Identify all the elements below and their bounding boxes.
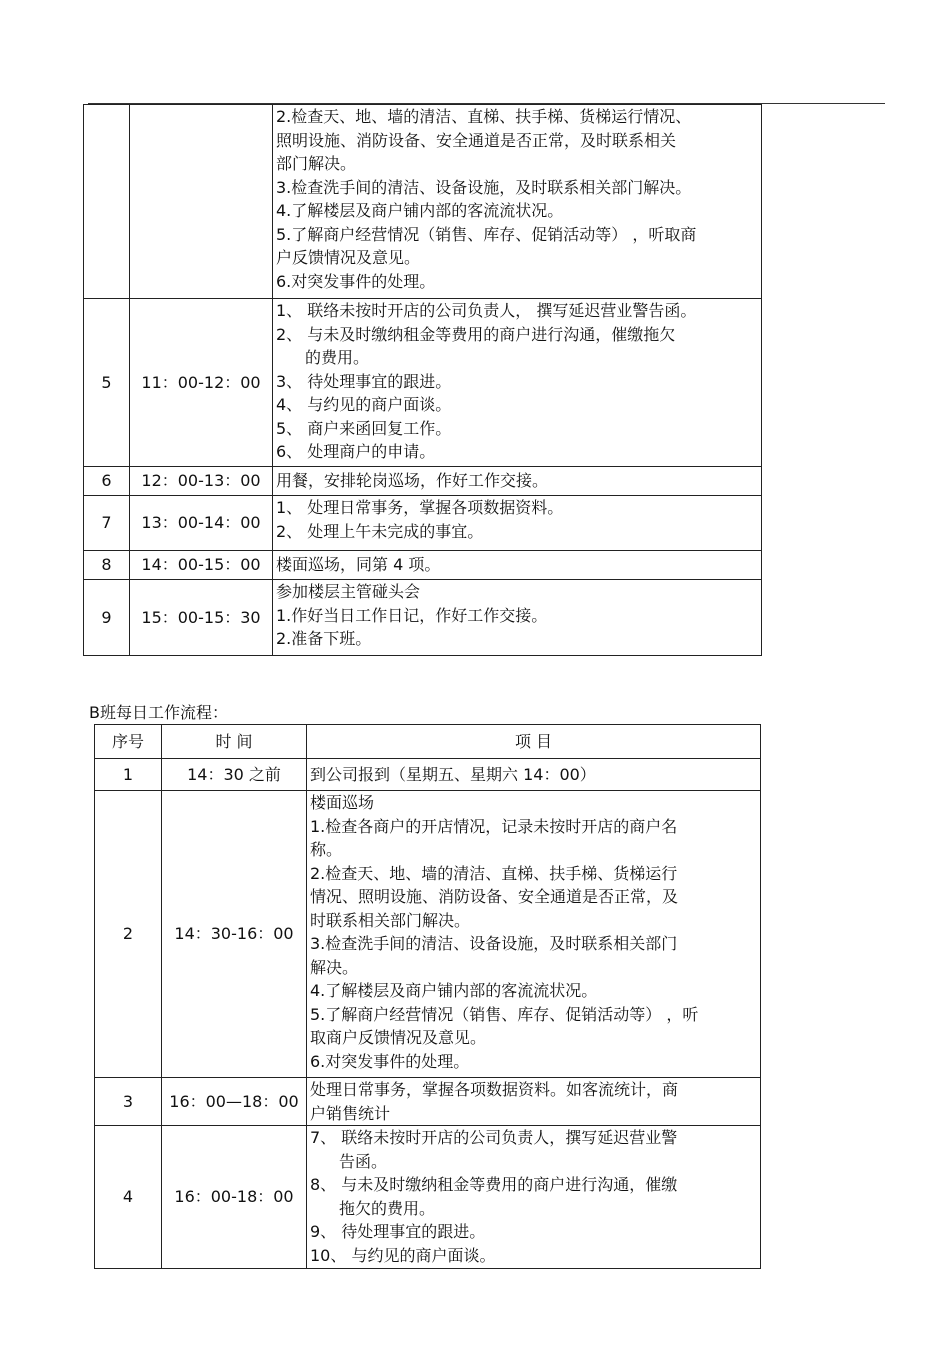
row-time: 15：00-15：30 [130,580,273,656]
item-line: 户销售统计 [310,1103,391,1123]
item-line: 照明设施、消防设备、安全通道是否正常，及时联系相关 [276,130,677,150]
item-line: 告函。 [339,1151,388,1171]
table-row [84,496,762,551]
row-items [307,791,761,1078]
item-line: 2.检查天、地、墙的清洁、直梯、扶手梯、货梯运行 [310,863,678,883]
item-line: 解决。 [310,957,359,977]
item-line: 2.准备下班。 [276,629,372,648]
item-line: 5.了解商户经营情况（销售、库存、促销活动等） ，听取商 [276,224,697,244]
item-line: 拖欠的费用。 [339,1198,436,1218]
item-line: 7、 联络未按时开店的公司负责人，撰写延迟营业警 [310,1128,678,1147]
item-line: 2、 处理上午未完成的事宜。 [276,521,484,541]
item-line: 1.作好当日工作日记，作好工作交接。 [276,605,548,625]
item-line: 的费用。 [305,348,370,367]
item-line: 户反馈情况及意见。 [276,248,421,267]
row-items [273,551,762,580]
row-number: 9 [84,580,130,656]
item-line: 取商户反馈情况及意见。 [310,1028,487,1047]
row-items [273,105,762,299]
item-line: 10、 与约见的商户面谈。 [310,1245,496,1265]
table-row [84,105,762,299]
item-line: 到公司报到（星期五、星期六 14：00） [310,764,596,784]
row-number: 5 [84,299,130,467]
item-line: 情况、照明设施、消防设备、安全通道是否正常，及 [310,887,679,906]
item-line: 称。 [310,840,343,859]
header-items: 项 目 [307,725,761,759]
a-table-body [84,105,762,656]
row-number: 3 [95,1078,162,1126]
item-line: 9、 待处理事宜的跟进。 [310,1222,486,1241]
table-row [84,299,762,467]
table-row [95,1126,761,1269]
row-items [307,1078,761,1126]
item-line: 6.对突发事件的处理。 [276,271,436,291]
item-line: 4.了解楼层及商户铺内部的客流流状况。 [276,201,564,220]
b-shift-schedule-table [94,724,761,1269]
item-line: 部门解决。 [276,154,357,173]
item-line: 5、 商户来函回复工作。 [276,418,452,438]
item-line: 4、 与约见的商户面谈。 [276,395,452,414]
item-line: 1、 联络未按时开店的公司负责人， 撰写延迟营业警告函。 [276,301,697,320]
row-items [273,496,762,551]
row-number [84,105,130,299]
row-time: 13：00-14：00 [130,496,273,551]
row-items [307,1126,761,1269]
item-line: 1.检查各商户的开店情况，记录未按时开店的商户名 [310,816,678,836]
item-line: 5.了解商户经营情况（销售、库存、促销活动等） ，听 [310,1004,699,1024]
item-line: 2.检查天、地、墙的清洁、直梯、扶手梯、货梯运行情况、 [276,107,692,126]
row-time: 14：30-16：00 [162,791,307,1078]
item-line: 2、 与未及时缴纳租金等费用的商户进行沟通，催缴拖欠 [276,324,676,344]
row-number: 4 [95,1126,162,1269]
item-line: 参加楼层主管碰头会 [276,582,421,601]
item-line: 1、 处理日常事务，掌握各项数据资料。 [276,498,564,517]
item-line: 4.了解楼层及商户铺内部的客流流状况。 [310,981,598,1000]
table-row [95,791,761,1078]
table-row [95,759,761,791]
item-line: 用餐，安排轮岗巡场，作好工作交接。 [276,471,549,491]
table-row [84,580,762,656]
row-items [273,467,762,496]
table-row [84,551,762,580]
row-time: 11：00-12：00 [130,299,273,467]
item-line: 时联系相关部门解决。 [310,910,471,930]
row-time [130,105,273,299]
row-items [273,580,762,656]
row-number: 7 [84,496,130,551]
row-number: 2 [95,791,162,1078]
row-time: 12：00-13：00 [130,467,273,496]
header-no: 序号 [95,725,162,759]
header-time: 时 间 [162,725,307,759]
b-shift-title: B班每日工作流程： [89,703,228,722]
item-line: 6、 处理商户的申请。 [276,442,436,461]
row-time: 16：00-18：00 [162,1126,307,1269]
row-number: 8 [84,551,130,580]
row-items [307,759,761,791]
table-row [84,467,762,496]
row-time: 16：00—18：00 [162,1078,307,1126]
b-table-header-row [95,725,761,759]
row-items [273,299,762,467]
item-line: 处理日常事务，掌握各项数据资料。如客流统计，商 [310,1080,679,1099]
a-shift-schedule-table [83,104,762,656]
item-line: 6.对突发事件的处理。 [310,1051,470,1071]
row-number: 6 [84,467,130,496]
item-line: 楼面巡场 [310,793,375,812]
table-row [95,1078,761,1126]
b-table-body [95,759,761,1269]
item-line: 楼面巡场，同第 4 项。 [276,555,441,575]
row-number: 1 [95,759,162,791]
item-line: 8、 与未及时缴纳租金等费用的商户进行沟通，催缴 [310,1175,678,1194]
item-line: 3.检查洗手间的清洁、设备设施，及时联系相关部门解决。 [276,177,692,197]
row-time: 14：00-15：00 [130,551,273,580]
item-line: 3、 待处理事宜的跟进。 [276,371,452,391]
item-line: 3.检查洗手间的清洁、设备设施，及时联系相关部门 [310,934,678,953]
row-time: 14：30 之前 [162,759,307,791]
